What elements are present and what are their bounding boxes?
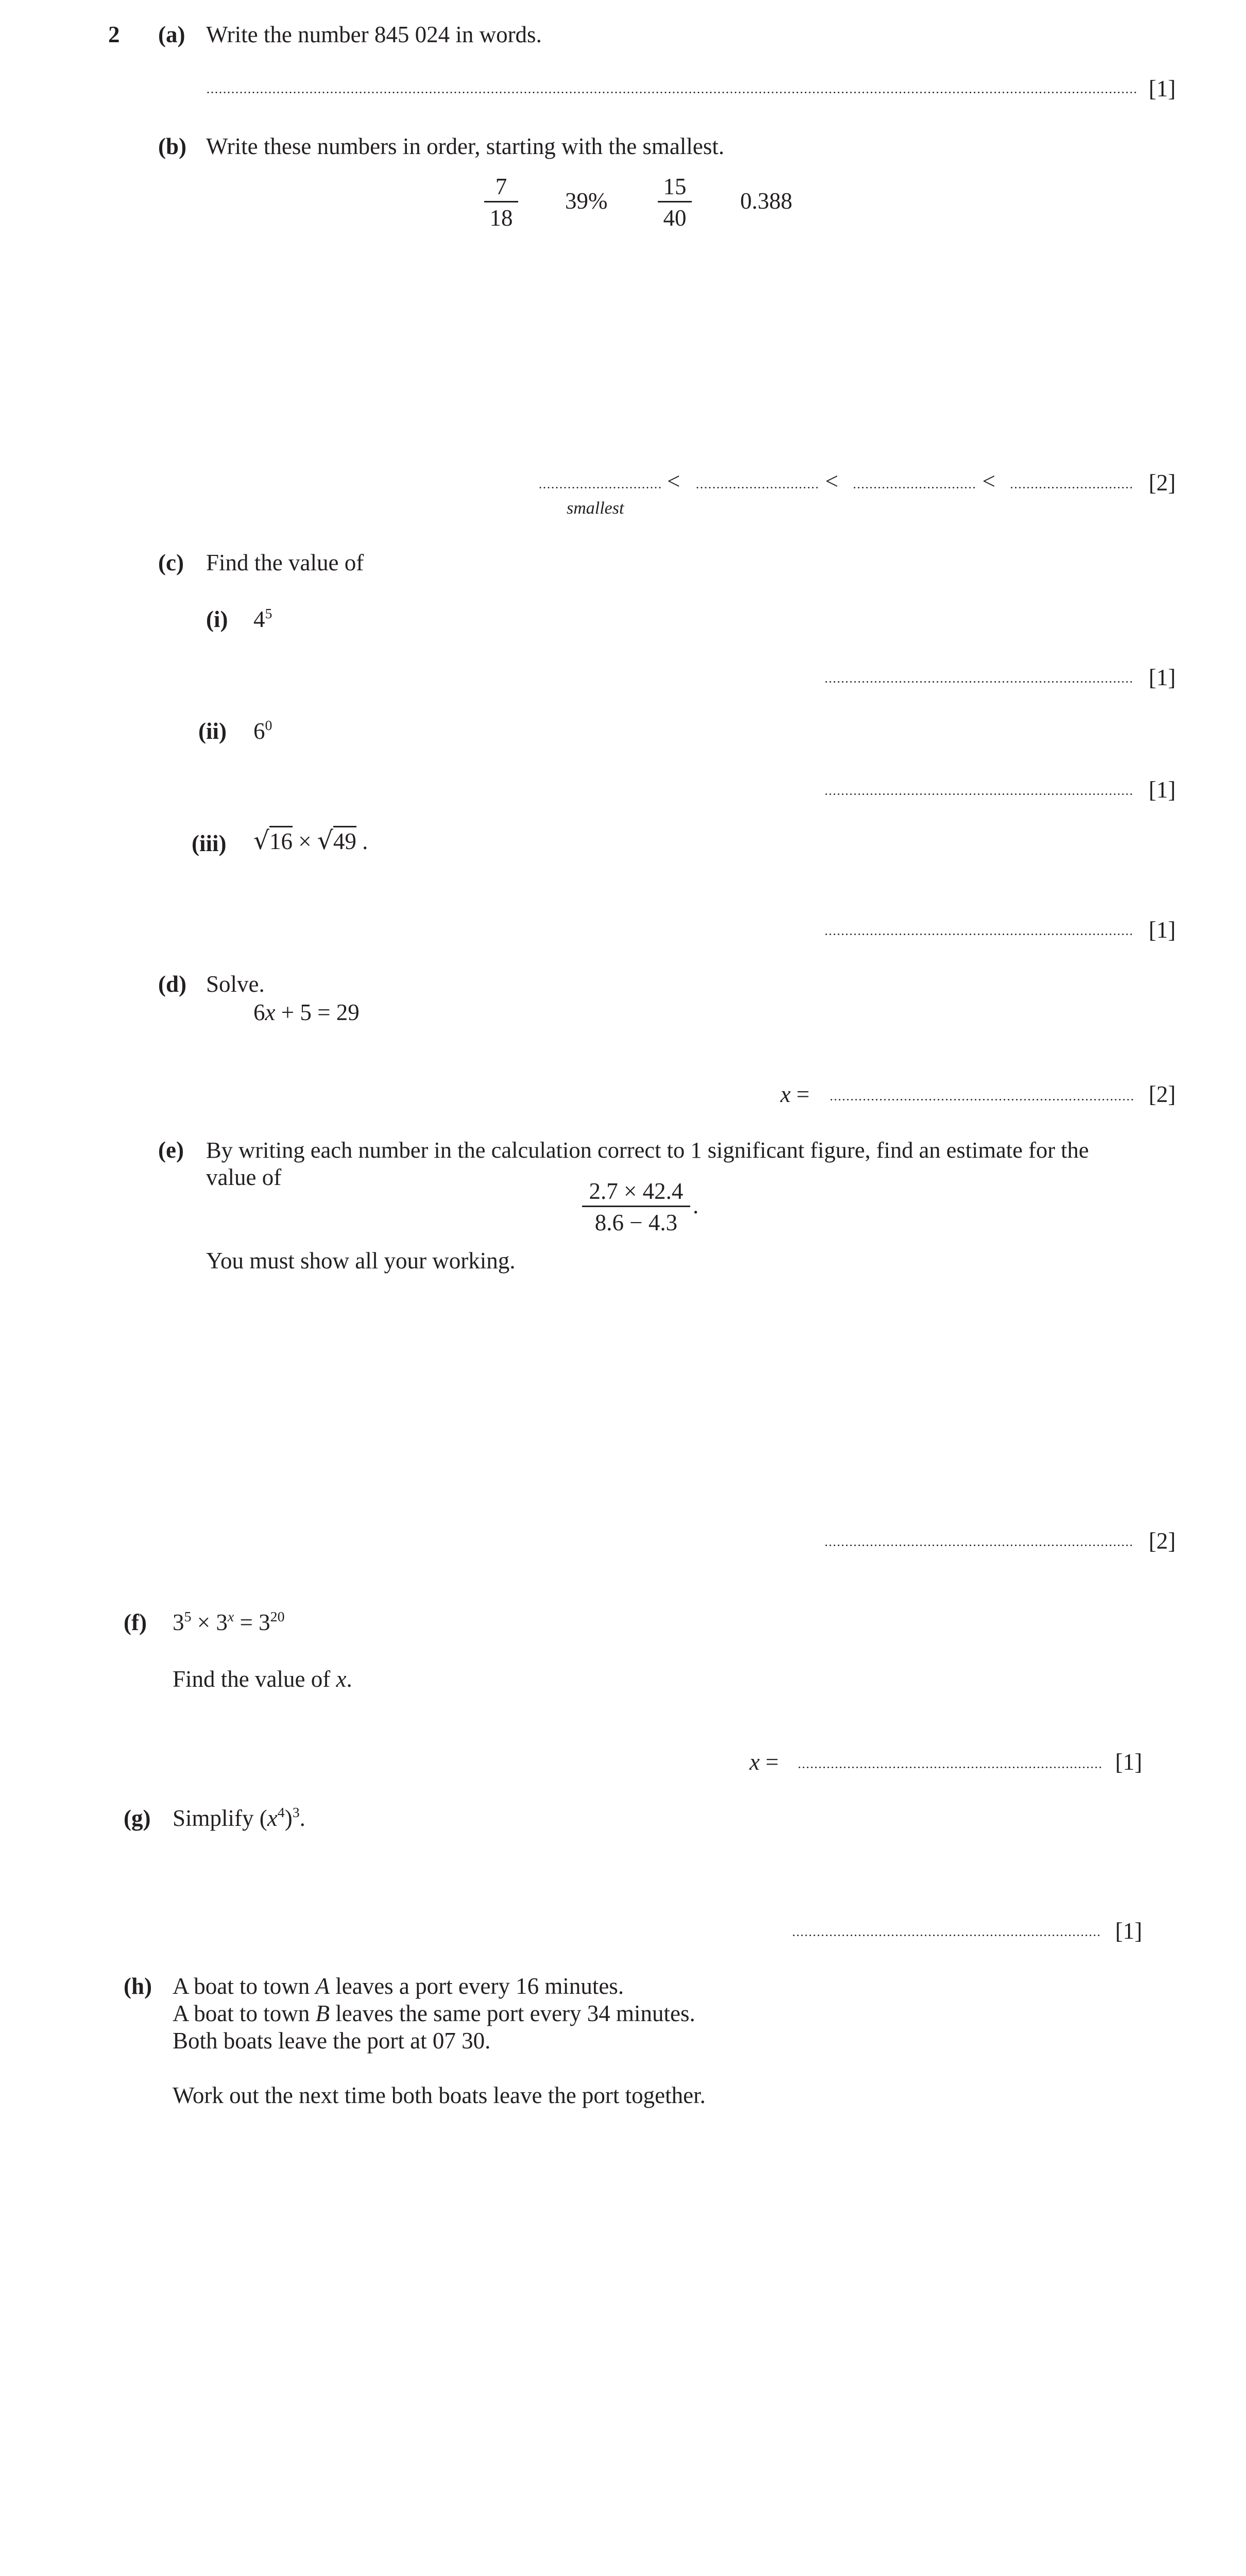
base: 4 [253, 606, 265, 632]
part-a-label: (a) [158, 22, 185, 47]
text: leaves the same port every 34 minutes. [335, 2001, 695, 2026]
town-b: B [315, 2001, 330, 2026]
fraction-bar [484, 201, 518, 202]
fraction-numerator: 2.7 × 42.4 [589, 1178, 684, 1204]
part-c-i-label: (i) [206, 606, 228, 632]
base: 3 [216, 1609, 228, 1635]
exponent: 20 [270, 1608, 285, 1625]
order-answer-slot-1[interactable] [538, 487, 661, 488]
answer-prefix-x-equals [749, 1751, 779, 1774]
part-a-mark: [1] [1149, 76, 1176, 101]
text: leaves a port every 16 minutes. [335, 1973, 624, 1999]
part-e-label: (e) [158, 1137, 184, 1163]
text: A boat to town [173, 2001, 310, 2026]
decimal-value: 0.388 [740, 188, 793, 214]
part-c-i-mark: [1] [1149, 665, 1176, 690]
text: Find the value of [173, 1666, 331, 1692]
variable-x: x [749, 1749, 760, 1775]
equation-rest: + 5 = 29 [281, 999, 360, 1025]
part-a-question: Write the number 845 024 in words. [206, 22, 542, 47]
open-bracket: ( [259, 1805, 267, 1831]
part-e-mark: [2] [1149, 1528, 1176, 1554]
variable-x: x [780, 1081, 791, 1107]
fraction-bar [658, 201, 692, 202]
part-c-iii-label: (iii) [192, 831, 227, 856]
order-answer-slot-3[interactable] [852, 487, 975, 488]
part-b-question: Write these numbers in order, starting with the smallest. [206, 133, 725, 159]
exponent: 5 [184, 1608, 192, 1625]
part-d-mark: [2] [1149, 1081, 1176, 1107]
equation-6x-plus-5 [253, 1001, 360, 1024]
square-root-icon: √ [317, 826, 333, 855]
part-c-iii-answer-line[interactable] [824, 934, 1133, 935]
part-e-instruction: You must show all your working. [206, 1248, 516, 1274]
part-b-mark: [2] [1149, 470, 1176, 496]
part-e-answer-line[interactable] [824, 1545, 1133, 1546]
full-stop: . [693, 1193, 699, 1218]
part-g-mark: [1] [1115, 1918, 1142, 1944]
part-e-question-line-2: value of [206, 1164, 282, 1190]
root-product [253, 828, 368, 854]
fraction-bar [582, 1206, 690, 1207]
equals-sign: = [796, 1081, 810, 1107]
part-c-question: Find the value of [206, 550, 364, 575]
power-4-5 [253, 605, 272, 632]
exponent: 5 [265, 605, 272, 622]
part-c-ii-label: (ii) [198, 718, 227, 744]
part-f-question [173, 1668, 352, 1691]
text: A boat to town [173, 1973, 310, 1999]
part-h-line-3: Both boats leave the port at 07 30. [173, 2028, 491, 2054]
less-than-sign: < [982, 468, 996, 494]
less-than-sign: < [667, 468, 680, 494]
variable-x: x [265, 999, 276, 1025]
close-bracket: ) [284, 1805, 293, 1831]
times-sign: × [298, 828, 312, 854]
order-answer-slot-2[interactable] [695, 487, 818, 488]
base: 3 [173, 1609, 184, 1635]
question-number: 2 [108, 22, 120, 47]
full-stop: . [362, 828, 368, 854]
less-than-sign: < [825, 468, 839, 494]
part-h-label: (h) [124, 1973, 152, 1999]
square-root-icon: √ [253, 826, 269, 855]
order-answer-slot-4[interactable] [1010, 487, 1132, 488]
fraction-7-18 [484, 175, 518, 230]
times-sign: × [197, 1609, 211, 1635]
exponent: 3 [292, 1804, 300, 1821]
part-c-ii-answer-line[interactable] [824, 793, 1133, 795]
exponent: 0 [265, 717, 272, 734]
coefficient: 6 [253, 999, 265, 1025]
text: Simplify [173, 1805, 254, 1831]
part-g-question [173, 1804, 305, 1831]
part-d-label: (d) [158, 971, 186, 997]
part-d-answer-line[interactable] [829, 1099, 1133, 1100]
power-6-0 [253, 717, 272, 744]
fraction-denominator: 8.6 − 4.3 [594, 1210, 678, 1235]
variable-x: x [336, 1666, 347, 1692]
part-d-question: Solve. [206, 971, 265, 997]
part-a-answer-line[interactable] [206, 92, 1138, 93]
radicand: 49 [333, 826, 356, 854]
smallest-label: smallest [567, 499, 624, 518]
part-e-question-line-1: By writing each number in the calculation correct to 1 significant figure, find an estimate for the [206, 1137, 1089, 1163]
calculation-fraction [582, 1180, 690, 1234]
fraction-denominator: 40 [663, 205, 687, 231]
full-stop: . [299, 1805, 305, 1831]
part-c-iii-mark: [1] [1149, 917, 1176, 943]
part-c-label: (c) [158, 550, 184, 575]
part-c-i-answer-line[interactable] [824, 681, 1133, 683]
part-h-line-1 [173, 1975, 624, 1998]
variable-x: x [267, 1805, 278, 1831]
town-a: A [315, 1973, 330, 1999]
base: 6 [253, 718, 265, 744]
part-h-line-2 [173, 2002, 695, 2025]
equals-sign: = [765, 1749, 779, 1775]
percentage-value: 39% [565, 188, 608, 214]
radicand: 16 [269, 826, 293, 854]
answer-prefix-x-equals [780, 1083, 810, 1106]
fraction-denominator: 18 [489, 205, 513, 231]
part-h-question: Work out the next time both boats leave the port together. [173, 2082, 706, 2108]
exponent: 4 [277, 1804, 285, 1821]
part-f-label: (f) [124, 1609, 147, 1635]
full-stop: . [346, 1666, 352, 1692]
fraction-15-40 [658, 175, 692, 230]
part-f-mark: [1] [1115, 1749, 1142, 1775]
part-g-answer-line[interactable] [792, 1935, 1101, 1936]
exponent: x [227, 1608, 234, 1625]
power-equation [173, 1608, 285, 1635]
part-g-label: (g) [124, 1805, 151, 1831]
part-f-answer-line[interactable] [797, 1767, 1101, 1768]
base: 3 [259, 1609, 270, 1635]
equals-sign: = [240, 1609, 253, 1635]
part-b-label: (b) [158, 133, 186, 159]
part-c-ii-mark: [1] [1149, 777, 1176, 803]
fraction-numerator: 7 [495, 174, 507, 199]
fraction-numerator: 15 [663, 174, 687, 199]
